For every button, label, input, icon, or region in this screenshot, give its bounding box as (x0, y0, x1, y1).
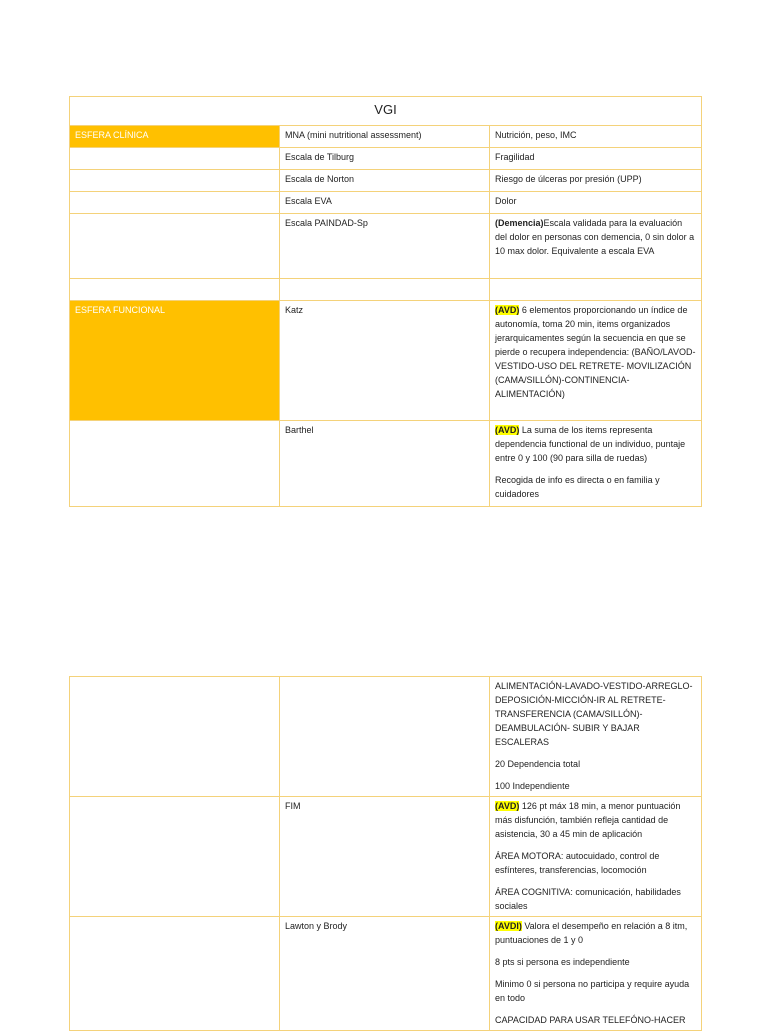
table-row (70, 301, 702, 421)
description-paragraph: 20 Dependencia total (495, 759, 581, 769)
sphere-cell (70, 797, 280, 917)
sphere-functional-cell: ESFERA FUNCIONAL (70, 301, 280, 421)
description-cell (490, 421, 702, 507)
tool-cell: FIM (280, 797, 490, 917)
description-cell: Riesgo de úlceras por presión (UPP) (490, 170, 702, 192)
description-cell (490, 301, 702, 421)
table-title-row (70, 97, 702, 126)
tool-cell: Escala de Norton (280, 170, 490, 192)
sphere-cell (70, 421, 280, 507)
description-paragraph: Minimo 0 si persona no participa y require ayuda en todo (495, 979, 690, 1003)
description-paragraph: Recogida de info es directa o en familia y cuidadores (495, 475, 660, 499)
description-cell: Nutrición, peso, IMC (490, 126, 702, 148)
description-paragraph: CAPACIDAD PARA USAR TELEFÓNO-HACER (495, 1015, 686, 1025)
description-text: La suma de los items representa dependencia functional de un individuo, puntaje entre 0 y 100 (90 para silla de ruedas) (495, 425, 686, 463)
description-paragraph: ALIMENTACIÓN-LAVADO-VESTIDO-ARREGLO-DEPOSICIÓN-MICCIÓN-IR AL RETRETE-TRANSFERENCIA (CAMA/SILLÓN)-DEAMBULACIÓN- SUBIR Y BAJAR ESCALERAS (495, 681, 693, 747)
description-text: 6 elementos proporcionando un índice de autonomía, toma 20 min, items organizados jerarquicamentes según la secuencia en que se pierde o recupera independencia: (BAÑO/LAVOD-VESTIDO-USO DEL RETRETE- MOVILIZACIÓN (CAMA/SILLÓN)-CONTINENCIA-ALIMENTACIÓN) (495, 305, 696, 399)
sphere-cell (70, 148, 280, 170)
tool-cell (280, 279, 490, 301)
tool-cell: Lawton y Brody (280, 917, 490, 1031)
description-paragraph: 100 Independiente (495, 781, 570, 791)
description-text: Valora el desempeño en relación a 8 itm, puntuaciones de 1 y 0 (495, 921, 688, 945)
category-tag: (AVD) (495, 801, 520, 811)
tool-cell (280, 677, 490, 797)
tool-cell: Escala de Tilburg (280, 148, 490, 170)
description-cell: Fragilidad (490, 148, 702, 170)
table-row (70, 797, 702, 917)
table-row (70, 214, 702, 279)
description-paragraph (495, 919, 696, 947)
table-row (70, 192, 702, 214)
category-tag: (Demencia) (495, 218, 544, 228)
category-tag: (AVDI) (495, 921, 522, 931)
description-paragraph (495, 799, 696, 841)
table-title: VGI (70, 97, 702, 126)
tool-cell: Katz (280, 301, 490, 421)
vgi-table (69, 96, 702, 507)
description-paragraph: ÁREA MOTORA: autocuidado, control de esfínteres, transferencias, locomoción (495, 851, 660, 875)
sphere-clinical-cell: ESFERA CLÍNICA (70, 126, 280, 148)
table-row (70, 126, 702, 148)
table-row (70, 677, 702, 797)
description-text: Escala validada para la evaluación del dolor en personas con demencia, 0 sin dolor a 10 max dolor. Equivalente a escala EVA (495, 218, 695, 256)
description-cell (490, 677, 702, 797)
description-cell (490, 279, 702, 301)
sphere-cell (70, 917, 280, 1031)
sphere-cell (70, 279, 280, 301)
table-row (70, 917, 702, 1031)
category-tag: (AVD) (495, 425, 520, 435)
description-cell (490, 797, 702, 917)
tool-cell: Escala EVA (280, 192, 490, 214)
table-row (70, 279, 702, 301)
tool-cell: MNA (mini nutritional assessment) (280, 126, 490, 148)
sphere-cell (70, 214, 280, 279)
table-row (70, 421, 702, 507)
description-cell (490, 214, 702, 279)
description-paragraph: ÁREA COGNITIVA: comunicación, habilidades sociales (495, 887, 681, 911)
description-cell: Dolor (490, 192, 702, 214)
table-row (70, 148, 702, 170)
vgi-table-continued (69, 676, 702, 1031)
tool-cell: Escala PAINDAD-Sp (280, 214, 490, 279)
sphere-cell (70, 677, 280, 797)
table-row (70, 170, 702, 192)
description-paragraph: 8 pts si persona es independiente (495, 957, 630, 967)
description-cell (490, 917, 702, 1031)
sphere-cell (70, 192, 280, 214)
description-text: 126 pt máx 18 min, a menor puntuación más disfunción, también refleja cantidad de asistencia, 30 a 45 min de aplicación (495, 801, 681, 839)
category-tag: (AVD) (495, 305, 520, 315)
tool-cell: Barthel (280, 421, 490, 507)
description-paragraph (495, 423, 696, 465)
sphere-cell (70, 170, 280, 192)
